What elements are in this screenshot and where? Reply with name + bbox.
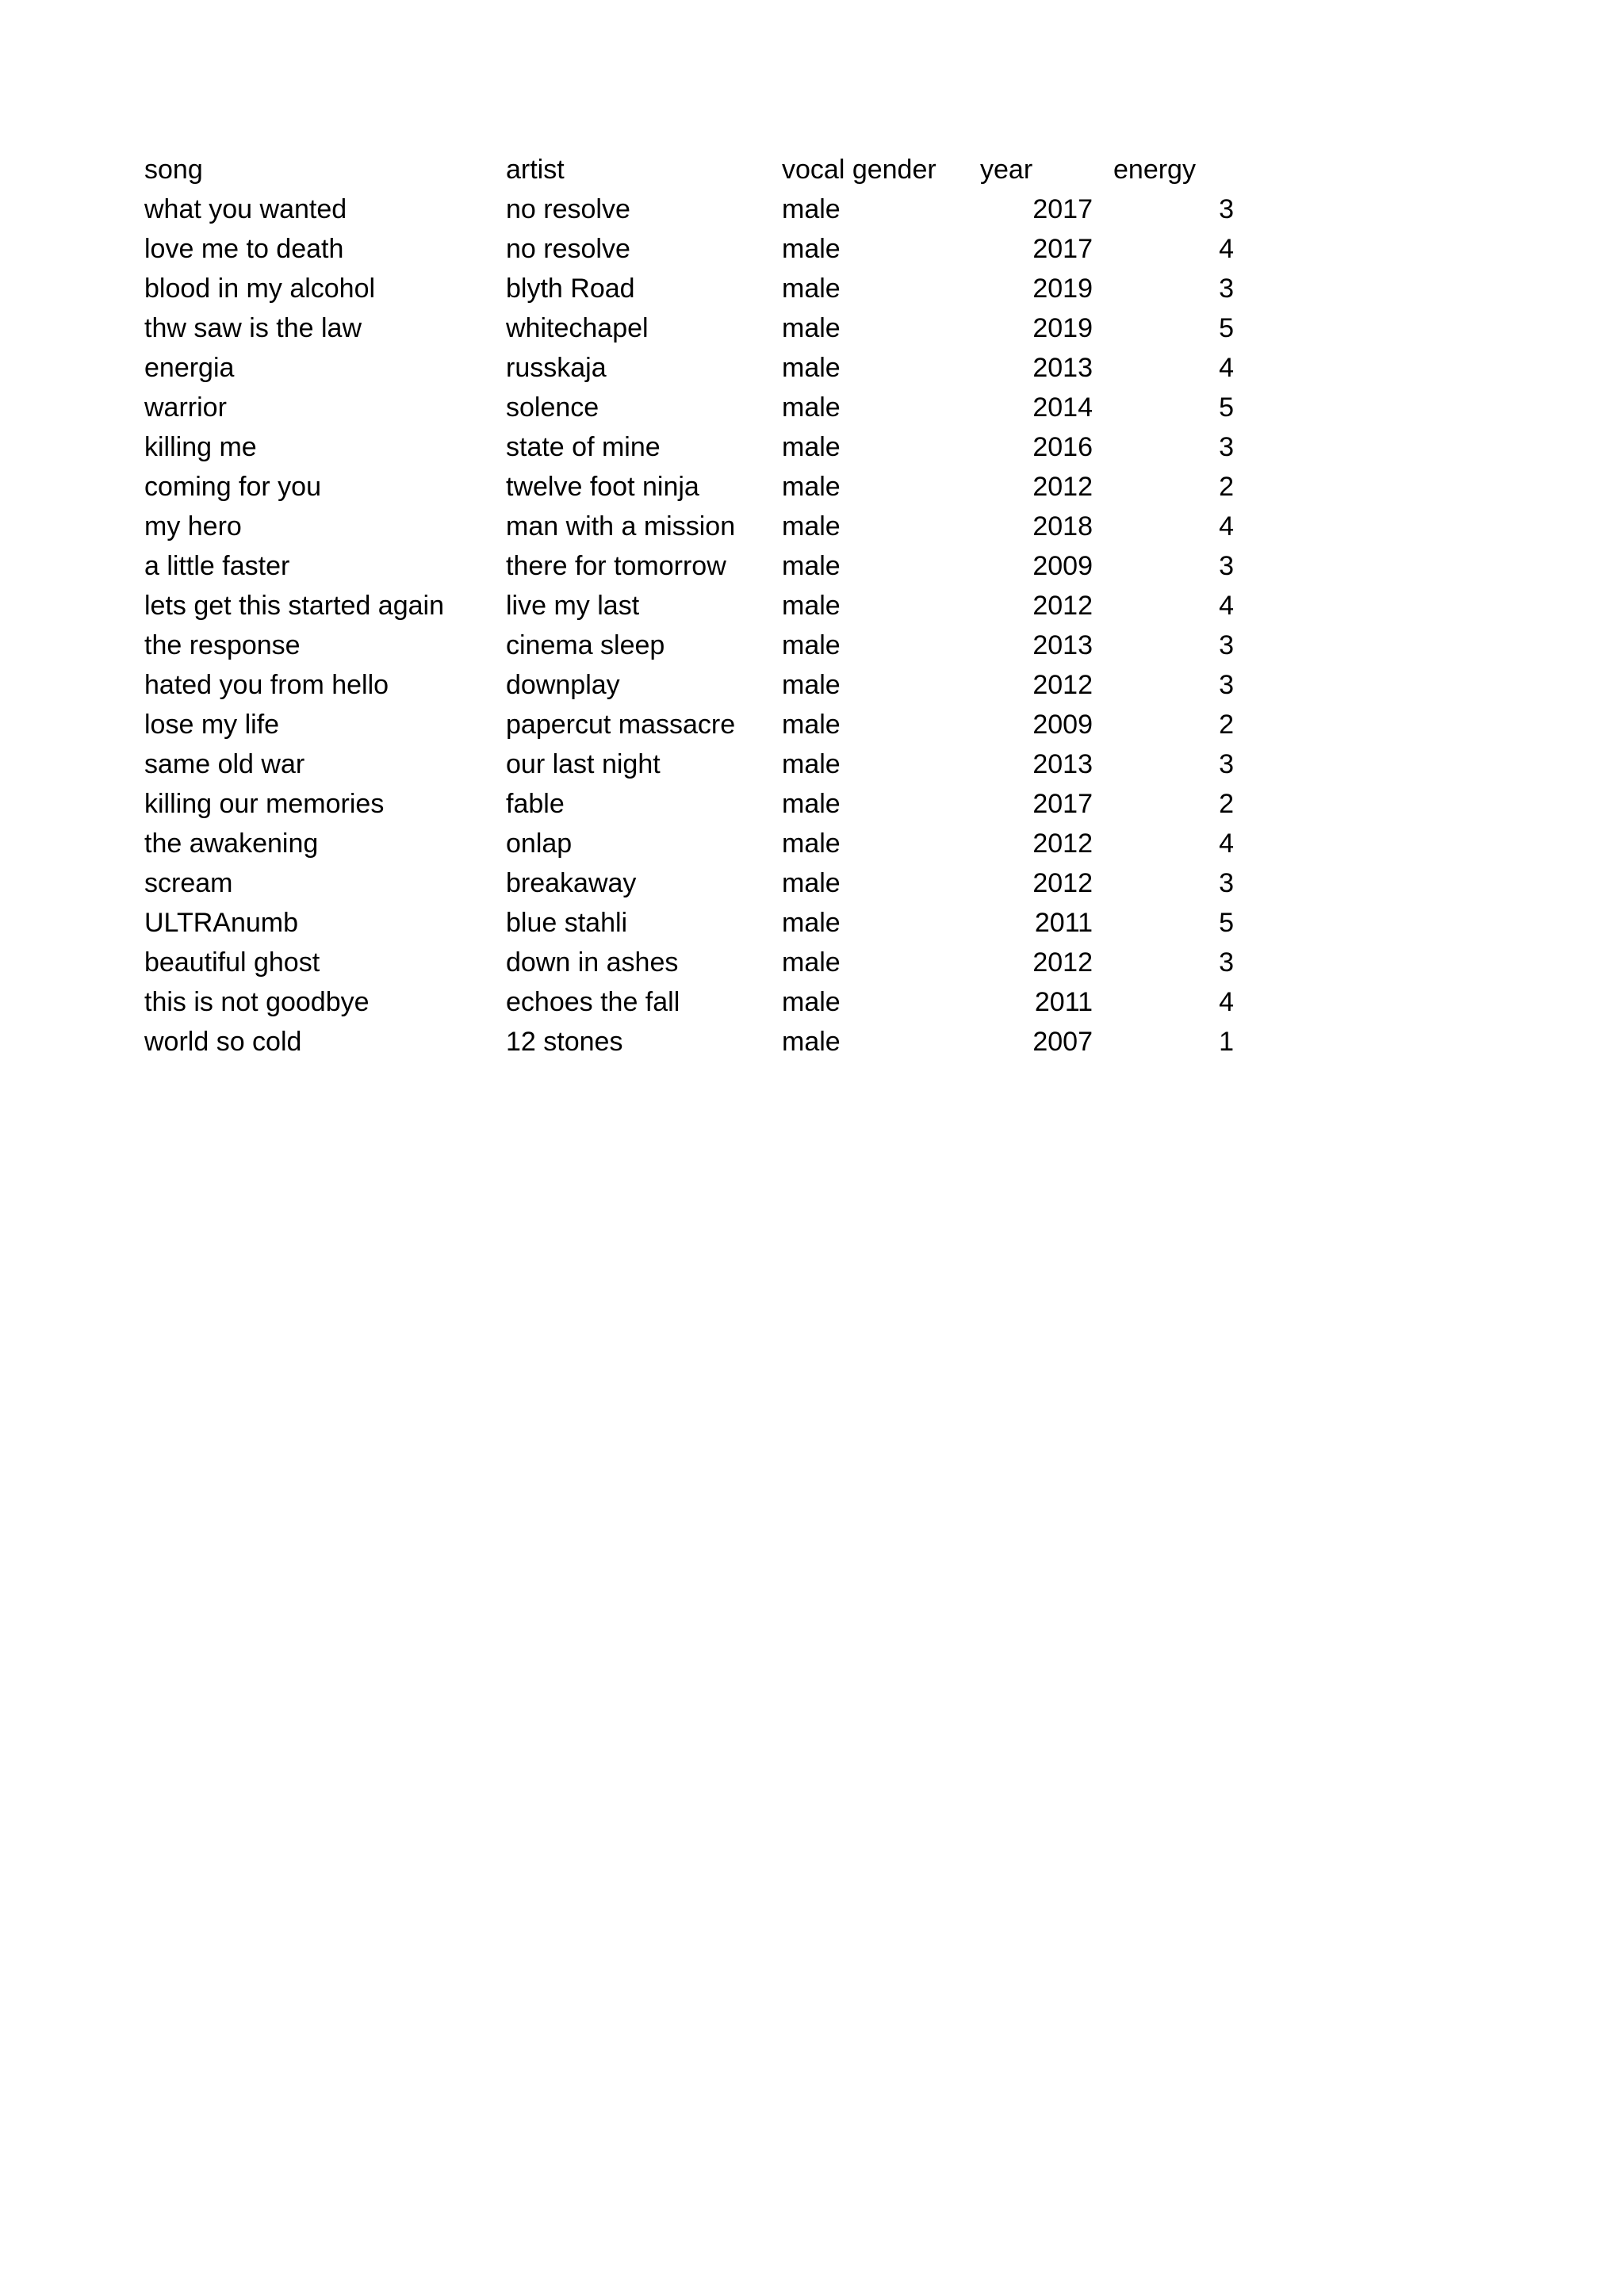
cell-vocal-gender: male	[782, 749, 841, 779]
cell-year: 2017	[1032, 194, 1093, 224]
cell-song: lets get this started again	[144, 591, 445, 621]
cell-song: same old war	[144, 749, 305, 779]
cell-artist: echoes the fall	[506, 987, 680, 1017]
cell-artist: state of mine	[506, 432, 661, 462]
cell-vocal-gender: male	[782, 551, 841, 581]
cell-energy: 3	[1219, 194, 1234, 224]
cell-energy: 3	[1219, 274, 1234, 304]
cell-year: 2013	[1032, 630, 1093, 660]
cell-energy: 4	[1219, 511, 1234, 541]
cell-artist: live my last	[506, 591, 640, 621]
cell-energy: 3	[1219, 551, 1234, 581]
cell-vocal-gender: male	[782, 868, 841, 898]
cell-energy: 5	[1219, 392, 1234, 423]
cell-song: lose my life	[144, 710, 280, 740]
cell-energy: 1	[1219, 1027, 1234, 1057]
cell-year: 2017	[1032, 234, 1093, 264]
table-row	[144, 467, 1234, 507]
cell-year: 2018	[1032, 511, 1093, 541]
cell-artist: cinema sleep	[506, 630, 665, 660]
table-row	[144, 903, 1234, 943]
cell-year: 2013	[1032, 749, 1093, 779]
cell-year: 2011	[1034, 908, 1093, 938]
cell-song: world so cold	[144, 1027, 302, 1057]
table-row	[144, 744, 1234, 784]
cell-song: hated you from hello	[144, 670, 389, 700]
cell-energy: 3	[1219, 432, 1234, 462]
cell-song: what you wanted	[144, 194, 347, 224]
cell-vocal-gender: male	[782, 670, 841, 700]
cell-energy: 2	[1219, 789, 1234, 819]
cell-vocal-gender: male	[782, 511, 841, 541]
table-row	[144, 229, 1234, 269]
cell-year: 2012	[1032, 591, 1093, 621]
cell-vocal-gender: male	[782, 194, 841, 224]
cell-artist: fable	[506, 789, 565, 819]
cell-artist: 12 stones	[506, 1027, 623, 1057]
table-row	[144, 626, 1234, 665]
table-row	[144, 784, 1234, 824]
header-vocal-gender: vocal gender	[782, 155, 936, 185]
cell-year: 2016	[1032, 432, 1093, 462]
cell-song: the awakening	[144, 828, 319, 859]
cell-year: 2007	[1032, 1027, 1093, 1057]
header-row	[144, 150, 1234, 189]
cell-song: killing our memories	[144, 789, 385, 819]
cell-energy: 4	[1219, 353, 1234, 383]
cell-energy: 2	[1219, 472, 1234, 502]
cell-year: 2019	[1032, 274, 1093, 304]
cell-artist: down in ashes	[506, 947, 679, 978]
cell-artist: breakaway	[506, 868, 637, 898]
table-body	[144, 189, 1234, 1062]
cell-year: 2012	[1032, 868, 1093, 898]
cell-song: love me to death	[144, 234, 344, 264]
header-artist: artist	[506, 155, 565, 185]
table-row	[144, 546, 1234, 586]
cell-year: 2009	[1032, 710, 1093, 740]
table-row	[144, 308, 1234, 348]
cell-song: ULTRAnumb	[144, 908, 298, 938]
table-row	[144, 189, 1234, 229]
table-row	[144, 863, 1234, 903]
cell-song: beautiful ghost	[144, 947, 320, 978]
table-row	[144, 1022, 1234, 1062]
cell-energy: 4	[1219, 234, 1234, 264]
header-year: year	[980, 155, 1033, 185]
table-row	[144, 269, 1234, 308]
table-row	[144, 665, 1234, 705]
cell-year: 2012	[1032, 670, 1093, 700]
cell-artist: no resolve	[506, 194, 630, 224]
cell-song: energia	[144, 353, 235, 383]
table-row	[144, 943, 1234, 982]
cell-year: 2014	[1032, 392, 1093, 423]
cell-vocal-gender: male	[782, 828, 841, 859]
cell-energy: 4	[1219, 591, 1234, 621]
cell-energy: 2	[1219, 710, 1234, 740]
cell-vocal-gender: male	[782, 789, 841, 819]
songs-table	[144, 150, 1234, 1062]
cell-artist: there for tomorrow	[506, 551, 726, 581]
cell-song: warrior	[144, 392, 227, 423]
cell-artist: solence	[506, 392, 599, 423]
cell-vocal-gender: male	[782, 313, 841, 343]
cell-energy: 3	[1219, 749, 1234, 779]
cell-artist: blue stahli	[506, 908, 628, 938]
cell-vocal-gender: male	[782, 274, 841, 304]
cell-vocal-gender: male	[782, 591, 841, 621]
cell-year: 2012	[1032, 947, 1093, 978]
cell-song: this is not goodbye	[144, 987, 370, 1017]
cell-song: scream	[144, 868, 233, 898]
cell-energy: 4	[1219, 987, 1234, 1017]
cell-vocal-gender: male	[782, 234, 841, 264]
table-row	[144, 982, 1234, 1022]
cell-year: 2009	[1032, 551, 1093, 581]
cell-vocal-gender: male	[782, 1027, 841, 1057]
cell-energy: 5	[1219, 313, 1234, 343]
cell-vocal-gender: male	[782, 630, 841, 660]
cell-song: blood in my alcohol	[144, 274, 376, 304]
cell-artist: our last night	[506, 749, 661, 779]
cell-energy: 3	[1219, 670, 1234, 700]
cell-artist: twelve foot ninja	[506, 472, 699, 502]
cell-artist: no resolve	[506, 234, 630, 264]
header-energy: energy	[1113, 155, 1196, 185]
cell-energy: 3	[1219, 630, 1234, 660]
cell-vocal-gender: male	[782, 908, 841, 938]
cell-energy: 4	[1219, 828, 1234, 859]
cell-artist: downplay	[506, 670, 620, 700]
cell-year: 2013	[1032, 353, 1093, 383]
cell-year: 2019	[1032, 313, 1093, 343]
cell-song: thw saw is the law	[144, 313, 362, 343]
cell-year: 2017	[1032, 789, 1093, 819]
table-row	[144, 427, 1234, 467]
cell-year: 2011	[1034, 987, 1093, 1017]
table-row	[144, 348, 1234, 388]
cell-artist: whitechapel	[506, 313, 649, 343]
header-song: song	[144, 155, 203, 185]
cell-vocal-gender: male	[782, 710, 841, 740]
table-row	[144, 388, 1234, 427]
cell-energy: 3	[1219, 947, 1234, 978]
cell-artist: papercut massacre	[506, 710, 736, 740]
table-row	[144, 586, 1234, 626]
cell-vocal-gender: male	[782, 987, 841, 1017]
cell-song: my hero	[144, 511, 242, 541]
cell-vocal-gender: male	[782, 432, 841, 462]
cell-artist: man with a mission	[506, 511, 736, 541]
table-row	[144, 507, 1234, 546]
cell-vocal-gender: male	[782, 472, 841, 502]
cell-year: 2012	[1032, 472, 1093, 502]
cell-vocal-gender: male	[782, 392, 841, 423]
cell-vocal-gender: male	[782, 947, 841, 978]
cell-energy: 5	[1219, 908, 1234, 938]
cell-song: coming for you	[144, 472, 321, 502]
cell-song: the response	[144, 630, 301, 660]
cell-year: 2012	[1032, 828, 1093, 859]
cell-artist: onlap	[506, 828, 573, 859]
cell-song: a little faster	[144, 551, 290, 581]
cell-vocal-gender: male	[782, 353, 841, 383]
cell-artist: blyth Road	[506, 274, 635, 304]
cell-song: killing me	[144, 432, 257, 462]
table-row	[144, 824, 1234, 863]
cell-energy: 3	[1219, 868, 1234, 898]
table-row	[144, 705, 1234, 744]
cell-artist: russkaja	[506, 353, 607, 383]
